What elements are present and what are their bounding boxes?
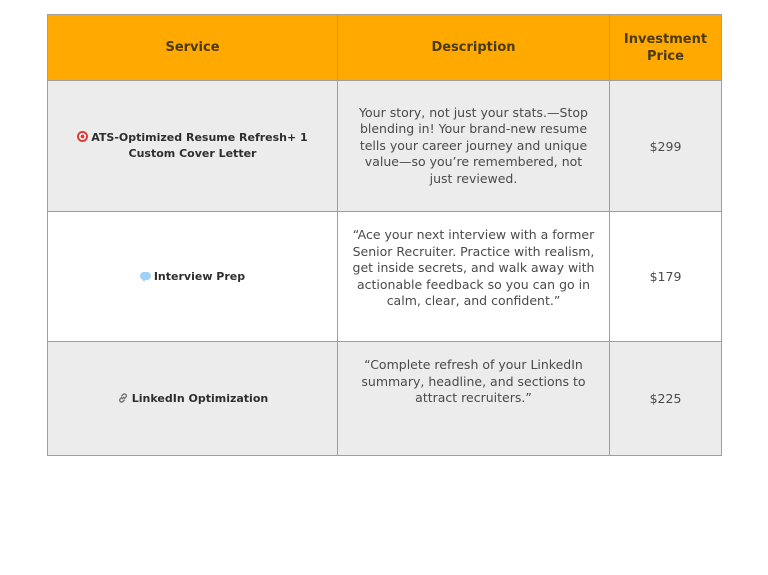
description-cell: Your story, not just your stats.—Stop blending in! Your brand-new resume tells your career journey and unique value—so you’re remembered, not just reviewed. (338, 81, 610, 212)
table-row (48, 81, 722, 212)
service-cell (48, 212, 338, 342)
header-investment-price: Investment Price (610, 15, 722, 81)
service-cell (48, 81, 338, 212)
price-cell: $299 (610, 81, 722, 212)
price-cell: $179 (610, 212, 722, 342)
description-cell: “Ace your next interview with a former Senior Recruiter. Practice with realism, get inside secrets, and walk away with actionable feedback so you can go in calm, clear, and confident.” (338, 212, 610, 342)
service-name: Interview Prep (153, 269, 246, 283)
table-row (48, 342, 722, 456)
service-name: ATS-Optimized Resume Refresh+ 1 Custom Cover Letter (91, 131, 308, 160)
description-cell: “Complete refresh of your LinkedIn summary, headline, and sections to attract recruiters.” (338, 342, 610, 456)
table-header-row (48, 15, 722, 81)
table-row (48, 212, 722, 342)
target-icon (77, 131, 88, 142)
link-icon (117, 392, 129, 404)
speech-bubble-icon (140, 272, 151, 280)
service-cell (48, 342, 338, 456)
header-service: Service (48, 15, 338, 81)
service-name: LinkedIn Optimization (131, 391, 269, 405)
services-pricing-table (47, 14, 722, 456)
price-cell: $225 (610, 342, 722, 456)
header-description: Description (338, 15, 610, 81)
